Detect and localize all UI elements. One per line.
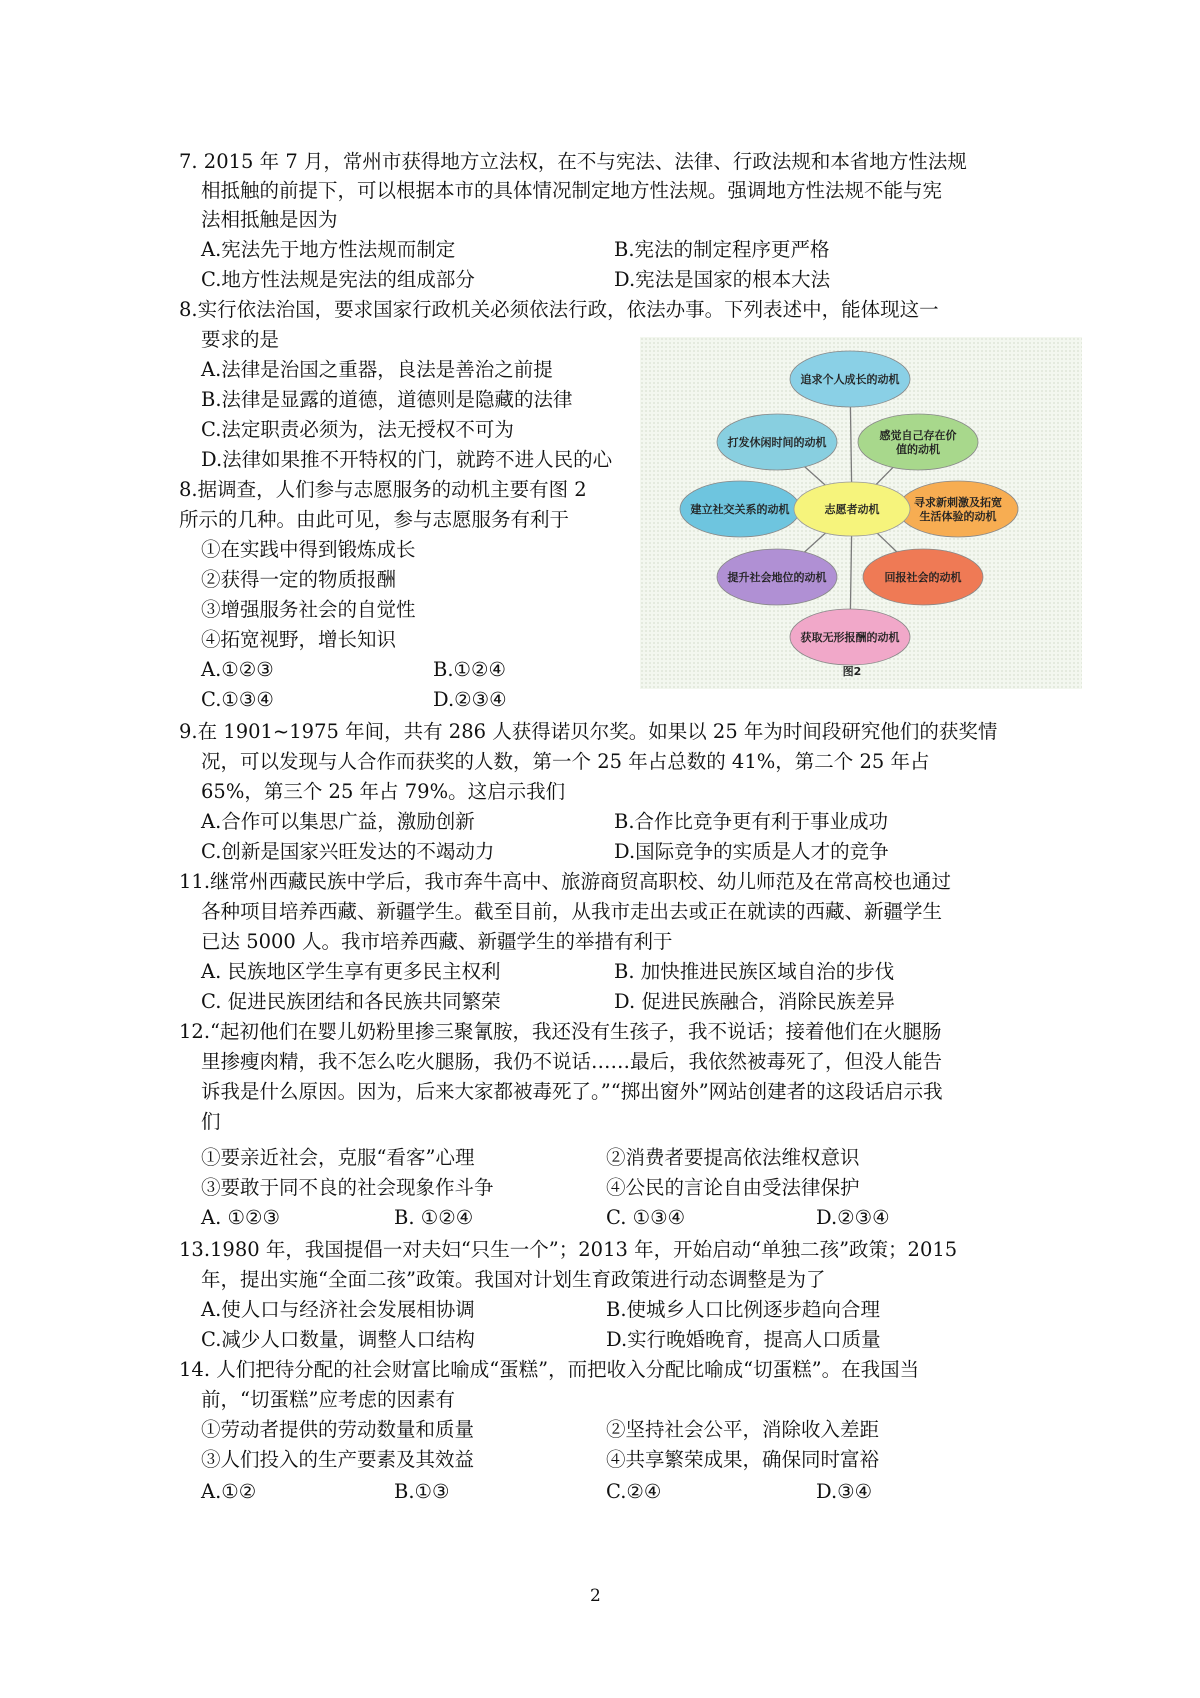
q9-stem-line-2: 况，可以发现与人合作而获奖的人数，第一个 25 年占总数的 41%，第二个 25 年占 xyxy=(201,750,930,773)
motive-node-8 xyxy=(717,414,837,470)
q11-option-b: B. 加快推进民族区域自治的步伐 xyxy=(614,960,895,983)
q14-item-4: ④共享繁荣成果，确保同时富裕 xyxy=(606,1448,880,1471)
q13-option-b: B.使城乡人口比例逐步趋向合理 xyxy=(606,1298,881,1321)
motive-node-2 xyxy=(858,414,978,470)
q8b-option-b: B.①②④ xyxy=(433,658,506,681)
q9-stem-line-1: 9.在 1901~1975 年间，共有 286 人获得诺贝尔奖。如果以 25 年为时间段研究他们的获奖情 xyxy=(179,720,998,743)
q8b-item-2: ②获得一定的物质报酬 xyxy=(201,568,397,591)
motive-label: 感觉自己存在价 xyxy=(879,429,957,442)
q11-option-a: A. 民族地区学生享有更多民主权利 xyxy=(201,960,501,983)
motive-node-3 xyxy=(898,481,1018,537)
q8a-option-c: C.法定职责必须为，法无授权不可为 xyxy=(201,418,514,441)
motive-node-1 xyxy=(790,351,910,407)
q14-stem-line-1: 14. 人们把待分配的社会财富比喻成“蛋糕”，而把收入分配比喻成“切蛋糕”。在我国当 xyxy=(179,1358,920,1381)
q11-option-d: D. 促进民族融合，消除民族差异 xyxy=(614,990,895,1013)
q7-stem-line-1: 7. 2015 年 7 月，常州市获得地方立法权，在不与宪法、法律、行政法规和本省地方性法规 xyxy=(179,150,967,173)
q8a-stem-line-1: 8.实行依法治国，要求国家行政机关必须依法行政，依法办事。下列表述中，能体现这一 xyxy=(179,298,939,321)
q9-option-d: D.国际竞争的实质是人才的竞争 xyxy=(614,840,889,863)
motive-node-4 xyxy=(863,549,983,605)
motive-label: 建立社交关系的动机 xyxy=(690,503,790,516)
center-node xyxy=(794,482,910,536)
q14-item-2: ②坚持社会公平，消除收入差距 xyxy=(606,1418,880,1441)
figure-caption: 图2 xyxy=(842,665,862,678)
q12-stem-line-2: 里掺瘦肉精，我不怎么吃火腿肠，我仍不说话……最后，我依然被毒死了，但没人能告 xyxy=(201,1050,943,1073)
q7-stem-line-3: 法相抵触是因为 xyxy=(201,208,338,231)
motive-node-7 xyxy=(680,481,800,537)
q14-option-d: D.③④ xyxy=(816,1480,873,1503)
q8b-option-d: D.②③④ xyxy=(433,688,507,711)
q12-stem-line-1: 12.“起初他们在婴儿奶粉里掺三聚氰胺，我还没有生孩子，我不说话；接着他们在火腿肠 xyxy=(179,1020,942,1043)
q14-option-b: B.①③ xyxy=(394,1480,450,1503)
q7-option-d: D.宪法是国家的根本大法 xyxy=(614,268,831,291)
q8b-option-a: A.①②③ xyxy=(201,658,274,681)
motive-label: 获取无形报酬的动机 xyxy=(800,631,900,644)
q8b-option-c: C.①③④ xyxy=(201,688,274,711)
motive-label: 提升社会地位的动机 xyxy=(727,571,827,584)
center-label: 志愿者动机 xyxy=(824,503,880,516)
q8b-stem-line-1: 8.据调查，人们参与志愿服务的动机主要有图 2 xyxy=(179,478,587,501)
q11-option-c: C. 促进民族团结和各民族共同繁荣 xyxy=(201,990,501,1013)
q8a-stem-line-2: 要求的是 xyxy=(201,328,280,351)
motive-label: 追求个人成长的动机 xyxy=(800,373,900,386)
q7-option-a: A.宪法先于地方性法规而制定 xyxy=(201,238,456,261)
q11-stem-line-1: 11.继常州西藏民族中学后，我市奔牛高中、旅游商贸高职校、幼儿师范及在常高校也通过 xyxy=(179,870,952,893)
q8a-option-b: B.法律是显露的道德，道德则是隐藏的法律 xyxy=(201,388,573,411)
diagram-canvas xyxy=(640,337,1082,689)
q9-stem-line-3: 65%，第三个 25 年占 79%。这启示我们 xyxy=(201,780,566,803)
q14-stem-line-2: 前，“切蛋糕”应考虑的因素有 xyxy=(201,1388,455,1411)
page-number: 2 xyxy=(590,1586,601,1606)
q14-item-3: ③人们投入的生产要素及其效益 xyxy=(201,1448,475,1471)
motive-node-5 xyxy=(790,609,910,665)
q12-option-c: C. ①③④ xyxy=(606,1206,686,1229)
q8b-stem-line-2: 所示的几种。由此可见，参与志愿服务有利于 xyxy=(179,508,570,531)
q9-option-b: B.合作比竞争更有利于事业成功 xyxy=(614,810,889,833)
motive-label: 回报社会的动机 xyxy=(884,571,962,584)
q9-option-a: A.合作可以集思广益，激励创新 xyxy=(201,810,475,833)
q12-option-a: A. ①②③ xyxy=(201,1206,280,1229)
q12-item-3: ③要敢于同不良的社会现象作斗争 xyxy=(201,1176,494,1199)
q8b-item-4: ④拓宽视野，增长知识 xyxy=(201,628,397,651)
motive-label: 打发休闲时间的动机 xyxy=(727,436,827,449)
q8a-option-a: A.法律是治国之重器，良法是善治之前提 xyxy=(201,358,553,381)
motive-label: 生活体验的动机 xyxy=(919,510,997,523)
q13-option-a: A.使人口与经济社会发展相协调 xyxy=(201,1298,475,1321)
volunteer-motivation-diagram xyxy=(640,337,1082,689)
q12-item-2: ②消费者要提高依法维权意识 xyxy=(606,1146,860,1169)
q8b-item-3: ③增强服务社会的自觉性 xyxy=(201,598,416,621)
q12-option-d: D.②③④ xyxy=(816,1206,890,1229)
motive-label: 寻求新刺激及拓宽 xyxy=(914,496,1002,509)
motive-label: 值的动机 xyxy=(896,443,940,456)
q12-stem-line-4: 们 xyxy=(201,1110,221,1133)
q8a-option-d: D.法律如果推不开特权的门，就跨不进人民的心 xyxy=(201,448,613,471)
q7-option-b: B.宪法的制定程序更严格 xyxy=(614,238,830,261)
motive-ellipse xyxy=(858,414,978,470)
q12-stem-line-3: 诉我是什么原因。因为，后来大家都被毒死了。”“掷出窗外”网站创建者的这段话启示我 xyxy=(201,1080,943,1103)
q11-stem-line-3: 已达 5000 人。我市培养西藏、新疆学生的举措有利于 xyxy=(201,930,673,953)
motive-node-6 xyxy=(717,549,837,605)
q8b-item-1: ①在实践中得到锻炼成长 xyxy=(201,538,416,561)
q14-option-c: C.②④ xyxy=(606,1480,662,1503)
q9-option-c: C.创新是国家兴旺发达的不竭动力 xyxy=(201,840,495,863)
motive-ellipse xyxy=(898,481,1018,537)
q13-stem-line-2: 年，提出实施“全面二孩”政策。我国对计划生育政策进行动态调整是为了 xyxy=(201,1268,826,1291)
q11-stem-line-2: 各种项目培养西藏、新疆学生。截至目前，从我市走出去或正在就读的西藏、新疆学生 xyxy=(201,900,943,923)
q13-option-c: C.减少人口数量，调整人口结构 xyxy=(201,1328,475,1351)
q13-stem-line-1: 13.1980 年，我国提倡一对夫妇“只生一个”；2013 年，开始启动“单独二孩”政策；2015 xyxy=(179,1238,958,1261)
q14-option-a: A.①② xyxy=(201,1480,257,1503)
q13-option-d: D.实行晚婚晚育，提高人口质量 xyxy=(606,1328,881,1351)
q14-item-1: ①劳动者提供的劳动数量和质量 xyxy=(201,1418,475,1441)
q7-stem-line-2: 相抵触的前提下，可以根据本市的具体情况制定地方性法规。强调地方性法规不能与宪 xyxy=(201,179,943,202)
q12-item-1: ①要亲近社会，克服“看客”心理 xyxy=(201,1146,475,1169)
q12-option-b: B. ①②④ xyxy=(394,1206,474,1229)
q7-option-c: C.地方性法规是宪法的组成部分 xyxy=(201,268,475,291)
q12-item-4: ④公民的言论自由受法律保护 xyxy=(606,1176,860,1199)
